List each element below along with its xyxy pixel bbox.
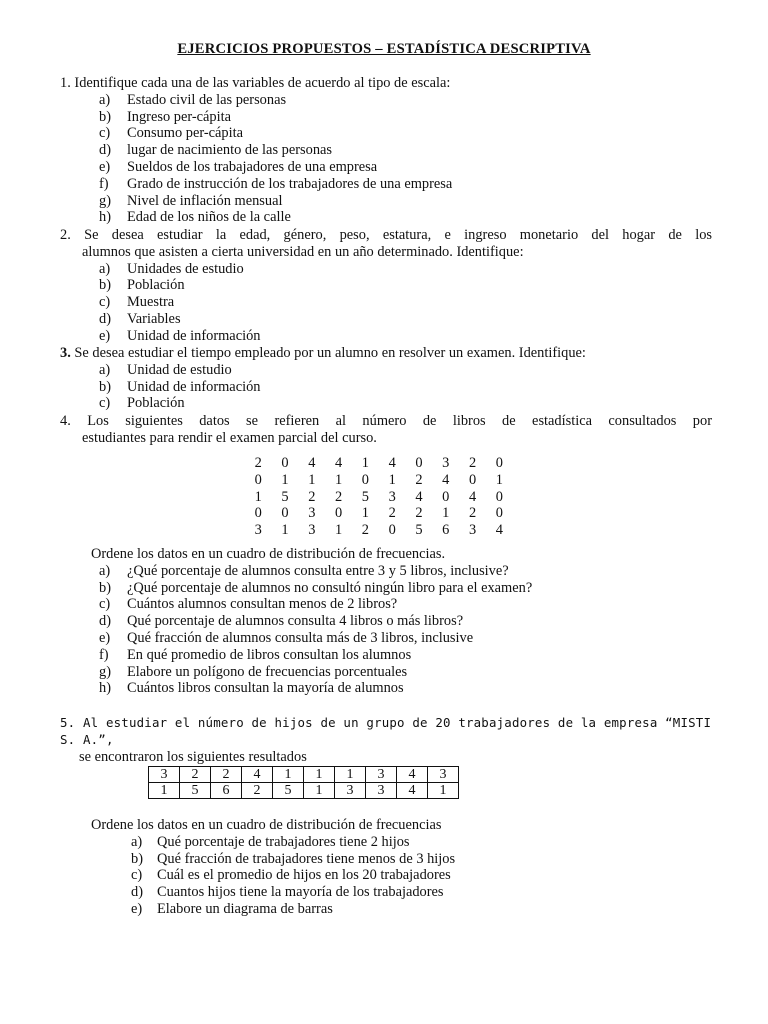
question-5-tasks — [60, 817, 712, 918]
question-4-tasks — [60, 546, 712, 697]
question-2-line1 — [60, 227, 712, 244]
list-item — [60, 901, 712, 918]
data-cell: 2 — [361, 522, 369, 539]
data-cell: 0 — [495, 455, 503, 471]
item-letter: c) — [131, 867, 143, 884]
table-cell: 1 — [273, 767, 304, 783]
item-letter: a) — [99, 361, 111, 378]
item-text: Nivel de inflación mensual — [127, 192, 283, 209]
item-letter: e) — [99, 327, 111, 344]
item-text: Estado civil de las personas — [127, 91, 287, 108]
data-cell: 4 — [495, 522, 503, 539]
list-item — [60, 379, 712, 396]
list-item — [60, 596, 712, 613]
list-item — [60, 193, 712, 210]
data-cell: 3 — [442, 455, 450, 471]
data-cell: 0 — [415, 455, 423, 471]
data-cell: 0 — [495, 505, 503, 522]
table-cell: 1 — [149, 783, 180, 799]
list-item — [60, 362, 712, 379]
item-letter: d) — [99, 613, 111, 630]
table-cell: 3 — [366, 767, 397, 783]
question-5-line1 — [60, 715, 712, 749]
item-letter: c) — [99, 294, 111, 311]
item-text: Unidad de información — [127, 327, 261, 344]
list-item — [60, 680, 712, 697]
data-row — [235, 489, 503, 506]
table-cell: 4 — [397, 783, 428, 799]
data-cell: 0 — [361, 471, 369, 488]
question-number: 4. — [60, 413, 71, 429]
item-letter: b) — [99, 277, 111, 294]
question-text: Se desea estudiar el tiempo empleado por un alumno en resolver un examen. Identifique: — [74, 345, 586, 361]
data-cell: 2 — [415, 471, 423, 488]
table-cell: 2 — [180, 767, 211, 783]
item-text: Unidades de estudio — [127, 260, 244, 277]
data-cell: 0 — [388, 522, 396, 539]
data-cell: 2 — [468, 505, 477, 522]
data-row — [235, 505, 503, 522]
question-2-line2: alumnos que asisten a cierta universidad en un año determinado. Identifique: — [82, 243, 524, 260]
data-cell: 2 — [415, 505, 423, 522]
table-cell: 2 — [242, 783, 273, 799]
table-cell: 4 — [397, 767, 428, 783]
list-item — [60, 261, 712, 278]
question-4 — [60, 413, 712, 447]
data-cell: 0 — [468, 471, 477, 488]
list-item — [60, 867, 712, 884]
question-text: Al estudiar el número de hijos de un grupo de 20 trabajadores de la empresa “MISTI S. A.”, — [60, 715, 712, 747]
table-cell: 1 — [304, 783, 335, 799]
list-item — [60, 563, 712, 580]
item-text: Qué fracción de trabajadores tiene menos de 3 hijos — [157, 850, 456, 867]
data-grid — [235, 455, 503, 539]
item-letter: g) — [99, 663, 111, 680]
data-cell: 1 — [308, 471, 316, 488]
data-cell: 5 — [281, 488, 289, 505]
item-text: Sueldos de los trabajadores de una empresa — [127, 158, 378, 175]
table-cell: 6 — [211, 783, 242, 799]
item-letter: h) — [99, 680, 111, 697]
data-cell: 1 — [254, 488, 262, 505]
data-cell: 1 — [388, 471, 396, 488]
item-text: ¿Qué porcentaje de alumnos no consultó ningún libro para el examen? — [127, 579, 533, 596]
list-item — [60, 311, 712, 328]
question-1-text — [60, 75, 712, 92]
data-row — [235, 455, 503, 472]
item-letter: e) — [131, 900, 143, 917]
item-text: Consumo per-cápita — [127, 125, 244, 142]
list-item — [60, 159, 712, 176]
item-text: lugar de nacimiento de las personas — [127, 142, 332, 159]
question-5 — [60, 715, 712, 765]
question-3-text — [60, 345, 712, 362]
item-text: Grado de instrucción de los trabajadores de una empresa — [127, 175, 453, 192]
item-text: Elabore un polígono de frecuencias porcentuales — [127, 663, 408, 680]
data-cell: 2 — [334, 488, 343, 505]
data-cell: 4 — [388, 455, 396, 471]
item-letter: b) — [99, 579, 111, 596]
item-letter: c) — [99, 395, 111, 412]
table-cell: 5 — [273, 783, 304, 799]
data-cell: 1 — [442, 505, 450, 522]
data-cell: 1 — [334, 522, 343, 539]
question-3-items — [60, 362, 712, 412]
data-cell: 4 — [334, 455, 343, 471]
table-cell: 5 — [180, 783, 211, 799]
data-cell: 2 — [308, 488, 316, 505]
table-row — [149, 783, 459, 799]
data-cell: 0 — [254, 471, 262, 488]
item-text: Muestra — [127, 294, 175, 311]
list-item — [60, 328, 712, 345]
data-cell: 6 — [442, 522, 450, 539]
item-letter: c) — [99, 596, 111, 613]
list-item — [60, 277, 712, 294]
item-text: Elabore un diagrama de barras — [157, 900, 333, 917]
item-text: Variables — [127, 310, 181, 327]
item-text: Qué porcentaje de alumnos consulta 4 libros o más libros? — [127, 613, 464, 630]
data-cell: 1 — [495, 471, 503, 488]
page-title: EJERCICIOS PROPUESTOS – ESTADÍSTICA DESCRIPTIVA — [177, 41, 591, 57]
list-item — [60, 294, 712, 311]
list-item — [60, 613, 712, 630]
table-cell: 1 — [304, 767, 335, 783]
item-letter: a) — [131, 833, 143, 850]
list-item — [60, 395, 712, 412]
question-4-line2: estudiantes para rendir el examen parcial del curso. — [82, 429, 377, 446]
item-letter: a) — [99, 91, 111, 108]
item-text: Edad de los niños de la calle — [127, 209, 291, 226]
data-table — [148, 766, 459, 799]
item-letter: b) — [99, 378, 111, 395]
data-cell: 1 — [334, 471, 343, 488]
data-cell: 4 — [468, 488, 477, 505]
item-text: En qué promedio de libros consultan los alumnos — [127, 646, 412, 663]
item-letter: h) — [99, 209, 111, 226]
item-text: Unidad de información — [127, 378, 261, 395]
item-text: Qué fracción de alumnos consulta más de 3 libros, inclusive — [127, 629, 474, 646]
item-letter: d) — [131, 884, 143, 901]
question-number: 1. — [60, 75, 71, 91]
question-2 — [60, 227, 712, 345]
table-cell: 3 — [149, 767, 180, 783]
table-cell: 3 — [428, 767, 459, 783]
data-cell: 5 — [415, 522, 423, 539]
data-cell: 4 — [442, 471, 450, 488]
data-cell: 3 — [254, 522, 262, 539]
data-cell: 1 — [281, 522, 289, 539]
item-letter: f) — [99, 175, 109, 192]
item-text: Ingreso per-cápita — [127, 108, 231, 125]
list-item — [60, 884, 712, 901]
question-3 — [60, 345, 712, 412]
item-letter: a) — [99, 260, 111, 277]
item-text: Cuántos alumnos consultan menos de 2 libros? — [127, 596, 398, 613]
table-cell: 3 — [335, 783, 366, 799]
list-item — [60, 142, 712, 159]
item-letter: e) — [99, 629, 111, 646]
question-4-line1 — [60, 413, 712, 430]
data-cell: 0 — [254, 505, 262, 522]
table-cell: 4 — [242, 767, 273, 783]
item-text: Cuántos libros consultan la mayoría de alumnos — [127, 680, 404, 697]
data-cell: 0 — [334, 505, 343, 522]
question-1-items — [60, 92, 712, 226]
data-cell: 4 — [308, 455, 316, 471]
ordene-instruction: Ordene los datos en un cuadro de distribución de frecuencias. — [91, 546, 446, 562]
table-cell: 1 — [428, 783, 459, 799]
data-cell: 3 — [308, 505, 316, 522]
data-cell: 1 — [361, 455, 369, 471]
data-cell: 2 — [254, 455, 262, 471]
list-item — [60, 834, 712, 851]
list-item — [60, 125, 712, 142]
list-item — [60, 92, 712, 109]
list-item — [60, 851, 712, 868]
item-text: Unidad de estudio — [127, 361, 232, 378]
list-item — [60, 664, 712, 681]
item-letter: g) — [99, 192, 111, 209]
item-letter: a) — [99, 562, 111, 579]
item-text: Qué porcentaje de trabajadores tiene 2 hijos — [157, 833, 410, 850]
table-row — [149, 767, 459, 783]
data-cell: 2 — [388, 505, 396, 522]
table-cell: 3 — [366, 783, 397, 799]
data-cell: 0 — [281, 505, 289, 522]
list-item — [60, 580, 712, 597]
question-text: Los siguientes datos se refieren al número de libros de estadística consultados por — [87, 413, 712, 429]
table-cell: 1 — [335, 767, 366, 783]
list-item — [60, 209, 712, 226]
data-cell: 4 — [415, 488, 423, 505]
question-text: Se desea estudiar la edad, género, peso, estatura, e ingreso monetario del hogar de los — [84, 227, 712, 243]
item-letter: c) — [99, 125, 111, 142]
item-letter: b) — [131, 850, 143, 867]
ordene-instruction: Ordene los datos en un cuadro de distribución de frecuencias — [91, 817, 442, 833]
table-cell: 2 — [211, 767, 242, 783]
data-cell: 0 — [442, 488, 450, 505]
item-text: Cuantos hijos tiene la mayoría de los trabajadores — [157, 884, 444, 901]
data-cell: 3 — [308, 522, 316, 539]
question-number: 3. — [60, 345, 71, 361]
data-cell: 0 — [495, 488, 503, 505]
item-text: Cuál es el promedio de hijos en los 20 trabajadores — [157, 867, 451, 884]
question-4-items — [60, 563, 712, 697]
question-2-items — [60, 261, 712, 345]
data-row — [235, 522, 503, 539]
data-cell: 1 — [361, 505, 369, 522]
item-text: Población — [127, 277, 185, 294]
list-item — [60, 647, 712, 664]
data-cell: 3 — [388, 488, 396, 505]
question-1 — [60, 75, 712, 226]
list-item — [60, 630, 712, 647]
question-5-items — [60, 834, 712, 918]
question-text: Identifique cada una de las variables de acuerdo al tipo de escala: — [74, 75, 451, 91]
item-text: Población — [127, 395, 185, 412]
data-cell: 3 — [468, 522, 477, 539]
question-number: 2. — [60, 227, 71, 243]
item-letter: d) — [99, 142, 111, 159]
list-item — [60, 109, 712, 126]
data-cell: 0 — [281, 455, 289, 471]
list-item — [60, 176, 712, 193]
data-cell: 1 — [281, 471, 289, 488]
item-letter: e) — [99, 158, 111, 175]
item-text: ¿Qué porcentaje de alumnos consulta entre 3 y 5 libros, inclusive? — [127, 562, 509, 579]
data-cell: 2 — [468, 455, 477, 471]
item-letter: b) — [99, 108, 111, 125]
item-letter: d) — [99, 310, 111, 327]
question-number: 5. — [60, 715, 76, 730]
data-cell: 5 — [361, 488, 369, 505]
data-row — [235, 472, 503, 489]
question-5-line2: se encontraron los siguientes resultados — [79, 748, 307, 765]
item-letter: f) — [99, 646, 109, 663]
